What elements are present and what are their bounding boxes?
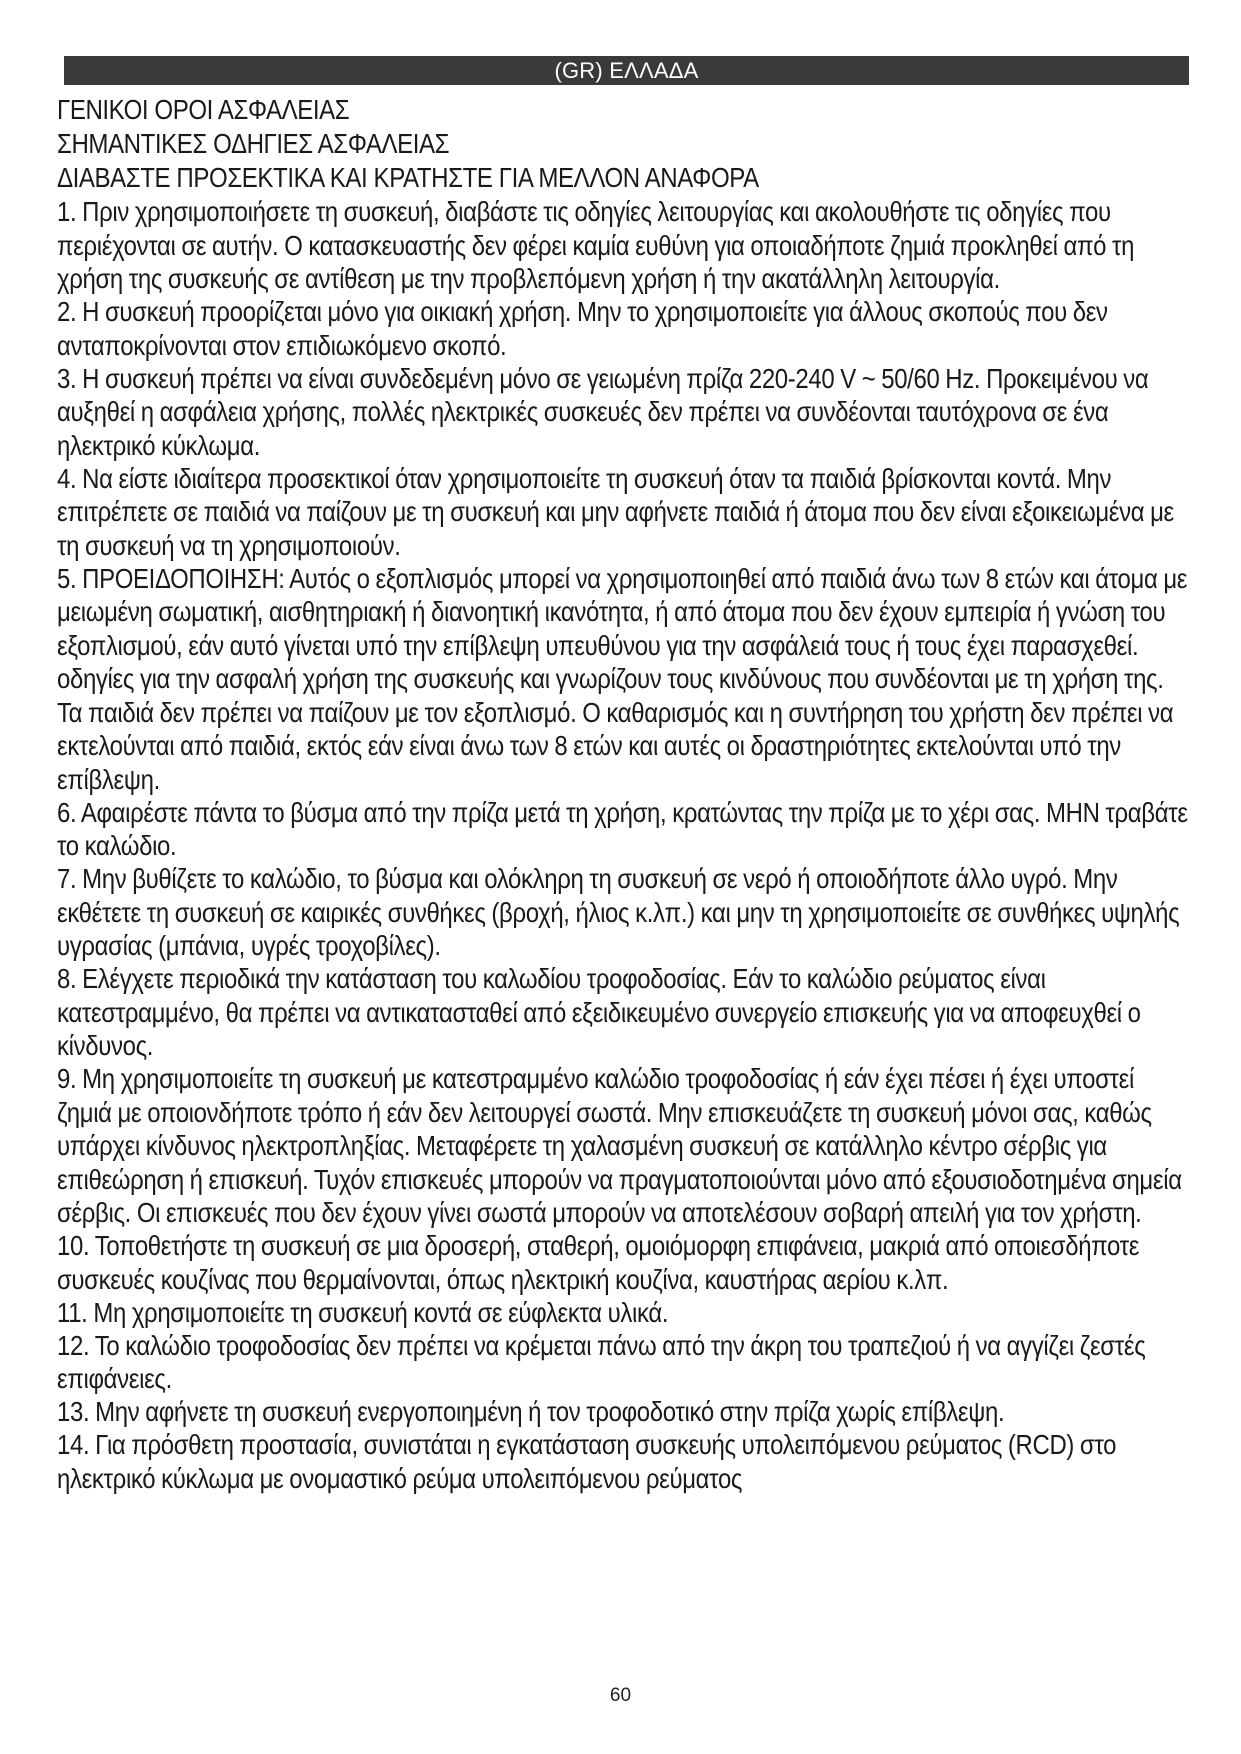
safety-content [57,93,1195,1495]
safety-item-13: 13. Μην αφήνετε τη συσκευή ενεργοποιημένη ή τον τροφοδοτικό στην πρίζα χωρίς επίβλεψη. [57,1396,1005,1427]
safety-item-14: 14. Για πρόσθετη προστασία, συνιστάται η εγκατάσταση συσκευής υπολειπόμενου ρεύματος (RCD) στο ηλεκτρικό κύκλωμα με ονομαστικό ρεύμα υπολειπόμενου ρεύματος [57,1429,1117,1494]
safety-item-12: 12. Το καλώδιο τροφοδοσίας δεν πρέπει να κρέμεται πάνω από την άκρη του τραπεζιού ή να αγγίζει ζεστές επιφάνειες. [57,1329,1146,1394]
language-label: (GR) ΕΛΛΑΔΑ [554,58,699,83]
safety-item-4: 4. Να είστε ιδιαίτερα προσεκτικοί όταν χρησιμοποιείτε τη συσκευή όταν τα παιδιά βρίσκονται κοντά. Μην επιτρέπετε σε παιδιά να παίζουν με τη συσκευή και μην αφήνετε παιδιά ή άτομα που δεν είναι εξοικειωμένα με τη συσκευή να τη χρησιμοποιούν. [57,462,1174,561]
safety-item-9: 9. Μη χρησιμοποιείτε τη συσκευή με κατεστραμμένο καλώδιο τροφοδοσίας ή εάν έχει πέσει ή έχει υποστεί ζημιά με οποιονδήποτε τρόπο ή εάν δεν λειτουργεί σωστά. Μην επισκευάζετε τη συσκευή μόνοι σας, καθώς υπάρχει κίνδυνος ηλεκτροπληξίας. Μεταφέρετε τη χαλασμένη συσκευή σε κατάλληλο κέντρο σέρβις για επιθεώρηση ή επισκευή. Τυχόν επισκευές μπορούν να πραγματοποιούνται μόνο από εξουσιοδοτημένα σημεία σέρβις. Οι επισκευές που δεν έχουν γίνει σωστά μπορούν να αποτελέσουν σοβαρή απειλή για τον χρήστη. [57,1063,1182,1228]
language-header-bar [64,56,1189,85]
page-number: 60 [609,1685,632,1706]
safety-item-6: 6. Αφαιρέστε πάντα το βύσμα από την πρίζα μετά τη χρήση, κρατώντας την πρίζα με το χέρι σας. ΜΗΝ τραβάτε το καλώδιο. [57,796,1188,861]
safety-item-1: 1. Πριν χρησιμοποιήσετε τη συσκευή, διαβάστε τις οδηγίες λειτουργίας και ακολουθήστε τις οδηγίες που περιέχονται σε αυτήν. Ο κατασκευαστής δεν φέρει καμία ευθύνη για οποιαδήποτε ζημιά προκληθεί από τη χρήση της συσκευής σε αντίθεση με την προβλεπόμενη χρήση ή την ακατάλληλη λειτουργία. [57,196,1135,294]
safety-instructions-list [57,195,1195,1495]
safety-item-10: 10. Τοποθετήστε τη συσκευή σε μια δροσερή, σταθερή, ομοιόμορφη επιφάνεια, μακριά από οποιεσδήποτε συσκευές κουζίνας που θερμαίνονται, όπως ηλεκτρική κουζίνα, καυστήρας αερίου κ.λπ. [57,1230,1140,1295]
safety-item-3: 3. Η συσκευή πρέπει να είναι συνδεδεμένη μόνο σε γειωμένη πρίζα 220-240 V ~ 50/60 Hz. Προκειμένου να αυξηθεί η ασφάλεια χρήσης, πολλές ηλεκτρικές συσκευές δεν πρέπει να συνδέονται ταυτόχρονα σε ένα ηλεκτρικό κύκλωμα. [57,362,1149,461]
safety-item-11: 11. Μη χρησιμοποιείτε τη συσκευή κοντά σε εύφλεκτα υλικά. [57,1296,669,1328]
safety-item-7: 7. Μην βυθίζετε το καλώδιο, το βύσμα και ολόκληρη τη συσκευή σε νερό ή οποιοδήποτε άλλο υγρό. Μην εκθέτετε τη συσκευή σε καιρικές συνθήκες (βροχή, ήλιος κ.λπ.) και μην τη χρησιμοποιείτε σε συνθήκες υψηλής υγρασίας (μπάνια, υγρές τροχοβίλες). [57,863,1180,961]
heading-general-safety: ΓΕΝΙΚΟΙ ΟΡΟΙ ΑΣΦΑΛΕΙΑΣ [57,94,350,125]
heading-important-instructions: ΣΗΜΑΝΤΙΚΕΣ ΟΔΗΓΙΕΣ ΑΣΦΑΛΕΙΑΣ [57,128,450,159]
safety-item-2: 2. Η συσκευή προορίζεται μόνο για οικιακή χρήση. Μην το χρησιμοποιείτε για άλλους σκοπούς που δεν ανταποκρίνονται στον επιδιωκόμενο σκοπό. [57,296,1108,361]
safety-item-5: 5. ΠΡΟΕΙΔΟΠΟΙΗΣΗ: Αυτός ο εξοπλισμός μπορεί να χρησιμοποιηθεί από παιδιά άνω των 8 ετών και άτομα με μειωμένη σωματική, αισθητηριακή ή διανοητική ικανότητα, ή από άτομα που δεν έχουν εμπειρία ή γνώση του εξοπλισμού, εάν αυτό γίνεται υπό την επίβλεψη υπευθύνου για την ασφάλειά τους ή τους έχει παρασχεθεί. οδηγίες για την ασφαλή χρήση της συσκευής και γνωρίζουν τους κινδύνους που συνδέονται με τη χρήση της. Τα παιδιά δεν πρέπει να παίζουν με τον εξοπλισμό. Ο καθαρισμός και η συντήρηση του χρήστη δεν πρέπει να εκτελούνται από παιδιά, εκτός εάν είναι άνω των 8 ετών και αυτές οι δραστηριότητες εκτελούνται υπό την επίβλεψη. [57,562,1188,795]
heading-read-carefully: ΔΙΑΒΑΣΤΕ ΠΡΟΣΕΚΤΙΚΑ ΚΑΙ ΚΡΑΤΗΣΤΕ ΓΙΑ ΜΕΛΛΟΝ ΑΝΑΦΟΡΑ [57,162,759,193]
safety-item-8: 8. Ελέγχετε περιοδικά την κατάσταση του καλωδίου τροφοδοσίας. Εάν το καλώδιο ρεύματος είναι κατεστραμμένο, θα πρέπει να αντικατασταθεί από εξειδικευμένο συνεργείο επισκευής για να αποφευχθεί ο κίνδυνος. [57,963,1141,1061]
